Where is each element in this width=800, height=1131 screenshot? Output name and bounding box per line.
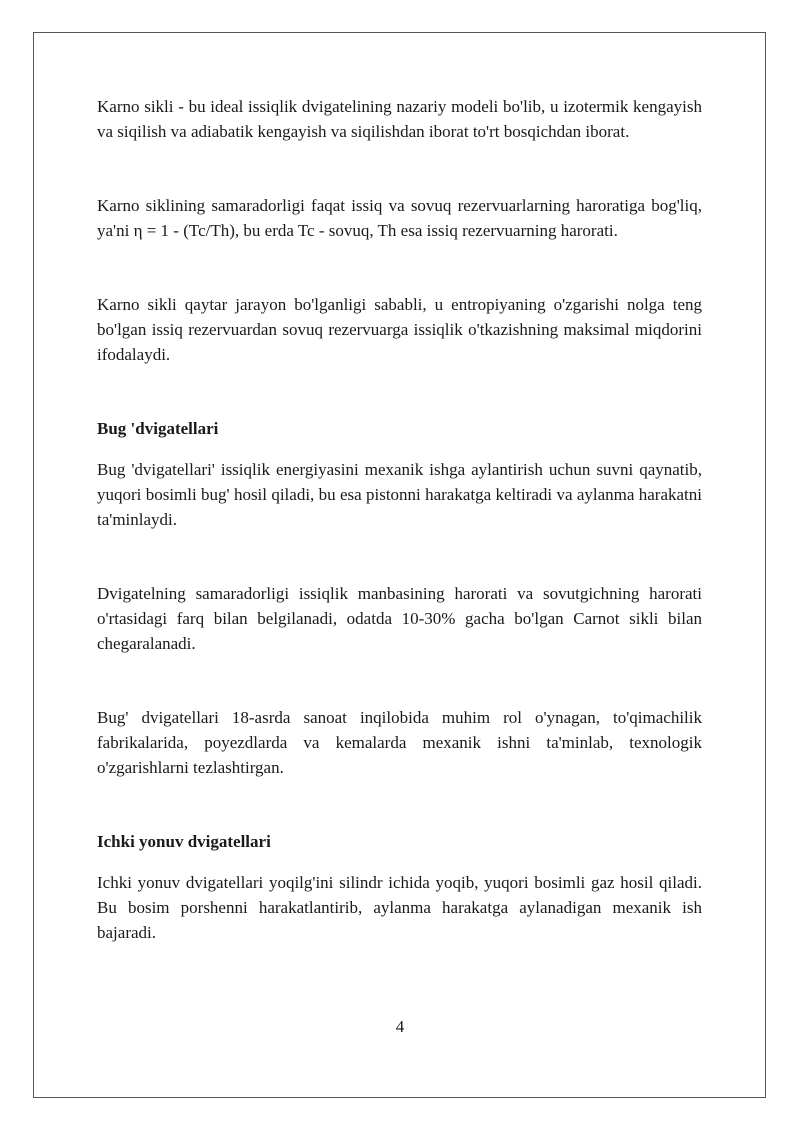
paragraph-steam-engines-intro: Bug 'dvigatellari' issiqlik energiyasini mexanik ishga aylantirish uchun suvni qaynatib, yuqori bosimli bug' hosil qiladi, bu esa pistonni harakatga keltiradi va aylanma harakatni ta'minlaydi.: [97, 460, 702, 529]
paragraph-internal-combustion-intro: Ichki yonuv dvigatellari yoqilg'ini silindr ichida yoqib, yuqori bosimli gaz hosil qiladi. Bu bosim porshenni harakatlantirib, aylanma harakatga aylanadigan mexanik ish bajaradi.: [97, 873, 702, 942]
paragraph-carnot-definition: Karno sikli - bu ideal issiqlik dvigatelining nazariy modeli bo'lib, u izotermik kengayish va siqilish va adiabatik kengayish va siqilishdan iborat to'rt bosqichdan iborat.: [97, 97, 702, 141]
paragraph-steam-engines-efficiency: Dvigatelning samaradorligi issiqlik manbasining harorati va sovutgichning harorati o'rtasidagi farq bilan belgilanadi, odatda 10-30% gacha bo'lgan Carnot sikli bilan chegaralanadi.: [97, 584, 702, 653]
paragraph-steam-engines-history: Bug' dvigatellari 18-asrda sanoat inqilobida muhim rol o'ynagan, to'qimachilik fabrikalarida, poyezdlarda va kemalarda mexanik ishni ta'minlab, texnologik o'zgarishlarni tezlashtirgan.: [97, 708, 702, 777]
heading-internal-combustion: Ichki yonuv dvigatellari: [97, 832, 271, 851]
page-number: 4: [395, 1017, 405, 1036]
heading-steam-engines: Bug 'dvigatellari: [97, 419, 219, 438]
document-body: [97, 94, 702, 945]
paragraph-carnot-reversible: Karno sikli qaytar jarayon bo'lganligi sababli, u entropiyaning o'zgarishi nolga teng bo'lgan issiq rezervuardan sovuq rezervuarga issiqlik o'tkazishning maksimal miqdorini ifodalaydi.: [97, 295, 702, 364]
paragraph-carnot-efficiency: Karno siklining samaradorligi faqat issiq va sovuq rezervuarlarning haroratiga bog'liq, ya'ni η = 1 - (Tc/Th), bu erda Tc - sovuq, Th esa issiq rezervuarning harorati.: [97, 196, 702, 240]
